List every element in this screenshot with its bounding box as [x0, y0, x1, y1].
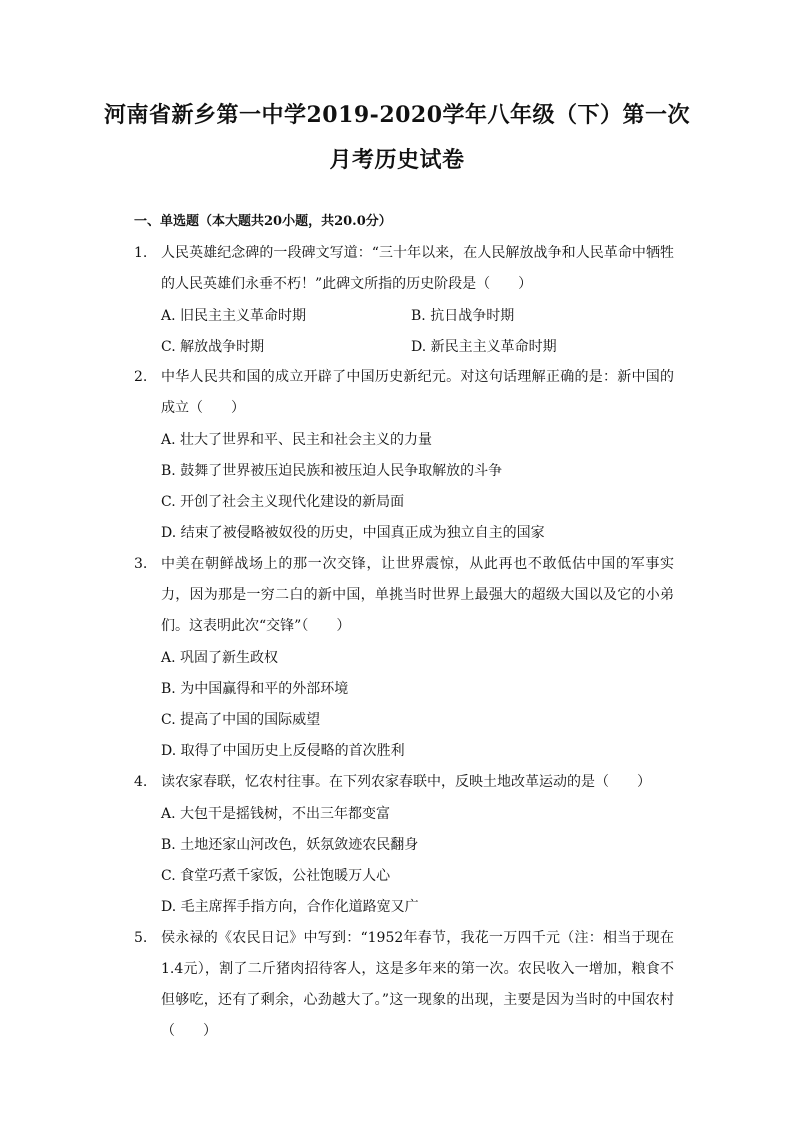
question-text: 中华人民共和国的成立开辟了中国历史新纪元。对这句话理解正确的是：新中国的成立（ ） — [161, 369, 674, 416]
question-text: 读农家春联，忆农村往事。在下列农家春联中，反映土地改革运动的是（ ） — [161, 774, 651, 790]
question-3-option-d: D. 取得了中国历史上反侵略的首次胜利 — [161, 743, 405, 759]
question-text: 人民英雄纪念碑的一段碑文写道：“三十年以来，在人民解放战争和人民革命中牺牲的人民英雄们永垂不朽！”此碑文所指的历史阶段是（ ） — [161, 245, 674, 292]
question-text: 中美在朝鲜战场上的那一次交锋，让世界震惊，从此再也不敢低估中国的军事实力，因为那是一穷二白的新中国，单挑当时世界上最强大的超级大国以及它的小弟们。这表明此次“交锋”（ ） — [161, 556, 674, 634]
question-4-option-c: C. 食堂巧煮千家饭，公社饱暖万人心 — [161, 868, 391, 884]
question-number: 2. — [134, 369, 148, 385]
question-2-option-c: C. 开创了社会主义现代化建设的新局面 — [161, 494, 405, 510]
exam-title-line-1: 河南省新乡第一中学2019-2020学年八年级（下）第一次 — [103, 102, 691, 128]
question-2-option-a: A. 壮大了世界和平、民主和社会主义的力量 — [161, 432, 433, 448]
question-1-option-c: C. 解放战争时期 — [161, 339, 265, 355]
exam-title-line-2: 月考历史试卷 — [329, 147, 465, 173]
question-number: 1. — [134, 245, 148, 261]
question-number: 5. — [134, 930, 148, 946]
question-2 — [134, 362, 674, 424]
question-1 — [134, 238, 674, 300]
question-4 — [134, 767, 674, 798]
question-3-option-b: B. 为中国赢得和平的外部环境 — [161, 681, 349, 697]
question-number: 4. — [134, 774, 148, 790]
question-3-option-a: A. 巩固了新生政权 — [161, 650, 279, 666]
question-1-option-a: A. 旧民主主义革命时期 — [161, 308, 307, 324]
question-5 — [134, 923, 674, 1047]
question-3 — [134, 549, 674, 642]
question-4-option-d: D. 毛主席挥手指方向，合作化道路宽又广 — [161, 899, 419, 915]
question-4-option-a: A. 大包干是摇钱树，不出三年都变富 — [161, 806, 391, 822]
question-3-option-c: C. 提高了中国的国际威望 — [161, 712, 321, 728]
question-2-option-d: D. 结束了被侵略被奴役的历史，中国真正成为独立自主的国家 — [161, 525, 545, 541]
question-1-option-d: D. 新民主主义革命时期 — [411, 339, 557, 355]
question-2-option-b: B. 鼓舞了世界被压迫民族和被压迫人民争取解放的斗争 — [161, 463, 503, 479]
question-1-option-b: B. 抗日战争时期 — [411, 308, 515, 324]
section-header: 一、单选题（本大题共20小题，共20.0分） — [134, 214, 392, 229]
question-number: 3. — [134, 556, 148, 572]
question-4-option-b: B. 土地还家山河改色，妖氛敛迹农民翻身 — [161, 837, 419, 853]
question-text: 侯永禄的《农民日记》中写到：“1952年春节，我花一万四千元（注：相当于现在1.4元），割了二斤猪肉招待客人，这是多年来的第一次。农民收入一增加，粮食不但够吃，还有了剩余，心劲越大了。”这一现象的出现，主要是因为当时的中国农村（ ） — [161, 930, 674, 1039]
